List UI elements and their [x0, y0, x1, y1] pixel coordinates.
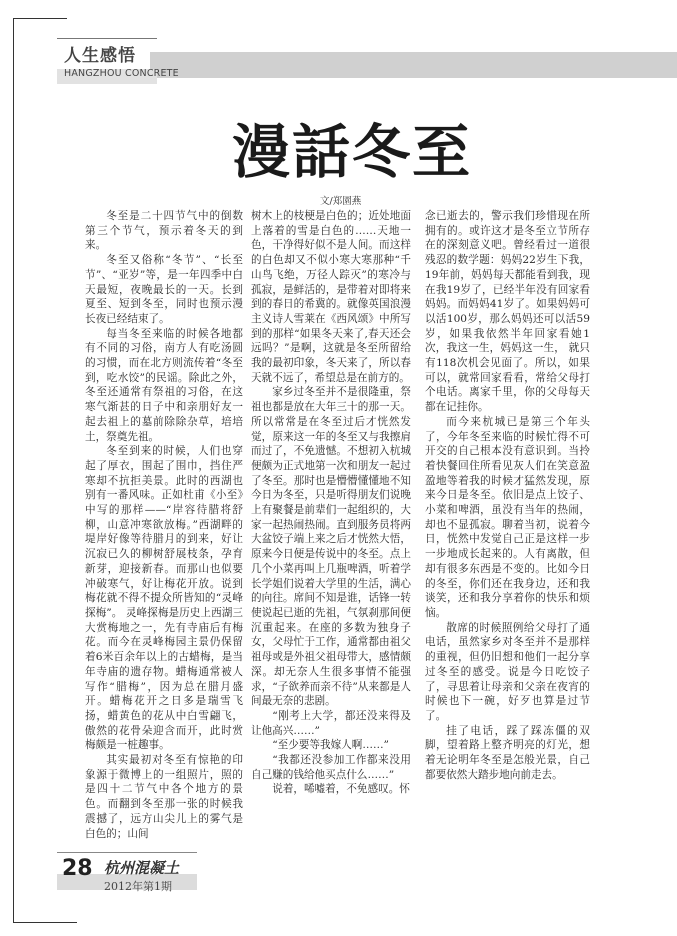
article-column-2 [251, 209, 411, 797]
section-label: 人生感悟 [64, 46, 136, 66]
paragraph: 冬至是二十四节气中的倒数第三个节气，预示着冬天的到来。 [85, 210, 243, 252]
paragraph: 冬至到来的时候，人们也穿起了厚衣，围起了围巾，挡住严寒却不抗拒美景。此时的西湖也别有一番风味。正如杜甫《小至》中写的那样——“岸容待腊将舒柳，山意冲寒欲放梅。”西湖畔的堤岸好像等待腊月的到来，好让沉寂已久的柳树舒展枝条，孕育新芽，迎接新春。而那山也似要冲破寒气，好让梅花开放。说到梅花就不得不提众所皆知的“灵峰探梅”。 灵峰探梅是历史上西湖三大赏梅地之一，先有寺庙后有梅花。而今在灵峰梅园主景仍保留着6米百余年以上的古蜡梅，是当年寺庙的遗存物。蜡梅通常被人写作“腊梅”，因为总在腊月盛开。蜡梅花开之日多是瑞雪飞扬，蜡黄色的花从中白雪翩飞，傲然的花骨朵迎含而开，此时赏梅颇是一桩趣事。 [85, 445, 243, 752]
article-column-1 [85, 209, 243, 841]
paragraph: 说着，唏嘘着，不免感叹。怀 [272, 783, 410, 796]
article-column-3 [425, 209, 590, 782]
paragraph: 而今来杭城已是第三个年头了，今年冬至来临的时候忙得不可开交的自己根本没有意识到。当拎着快餐回住所看见灰人们在笑意盈盈地等着我的时候才猛然发现，原来今日是冬至。依旧是点上饺子、小菜和啤酒，虽没有当年的热闹，却也不显孤寂。聊着当初，说着今日，恍然中发觉自己正是这样一步一步地成长起来的。人有离散，但却有很多东西是不变的。比如今日的冬至，你们还在我身边，还和我谈笑，还和我分享着你的快乐和烦恼。 [425, 415, 590, 619]
page-number: 28 [62, 856, 93, 881]
section-subtitle: HANGZHOU CONCRETE [64, 68, 179, 79]
paragraph: 家乡过冬至并不是很隆重，祭祖也都是放在大年三十的那一天。所以常常是在冬至过后才恍然发觉，原来这一年的冬至又与我擦肩而过了，不免遗憾。不想初入杭城便颇为正式地第一次和朋友一起过了冬至。那时也是懵懵懂懂地不知今日为冬至，只是听得朋友们说晚上有聚餐是前辈们一起组织的，大家一起热闹热闹。直到服务员将两大盆饺子端上来之后才恍然大悟，原来今日便是传说中的冬至。点上几个小菜再叫上几瓶啤酒，听着学长学姐们说着大学里的生活，满心的向往。席间不知是谁，话锋一转使说起已逝的先祖，气氛刹那间便沉重起来。在座的多数为独身子女，父母忙于工作，通常都由祖父祖母或是外祖父祖母带大，感情颇深。却无奈人生很多事情不能强求，“子欲养而亲不待”从来都是人间最无奈的悲剧。 [251, 386, 411, 708]
paragraph: “至少要等我嫁人啊……” [272, 739, 389, 752]
paragraph: “我都还没参加工作都来没用自己赚的钱给他买点什么……” [251, 754, 411, 781]
article-author: 文/郑園燕 [320, 196, 362, 207]
page-frame-left [13, 18, 14, 923]
paragraph: 冬至又俗称“冬节”、“长至节”、“亚岁”等，是一年四季中白天最短，夜晚最长的一天。长到夏至、短到冬至，同时也预示漫长夜已经结束了。 [85, 254, 243, 325]
magazine-name: 杭州混凝土 [104, 859, 180, 877]
paragraph: 每当冬至来临的时候各地都有不同的习俗，南方人有吃汤圆的习惯，而在北方则流传着“冬至到，吃水饺”的民谣。除此之外，冬至还通常有祭祖的习俗，在这寒气渐甚的日子中和亲朋好友一起去祖上的墓前除除杂草，培培土，祭奠先祖。 [85, 327, 243, 443]
header-grey-bar [150, 52, 677, 78]
page-frame-top [13, 18, 67, 19]
paragraph: 树木上的枝梗是白色的；近处地面上落着的雪是白色的……天地一色，干净得好似不是人间。而这样的白色却又不似小寒大寒那种“千山鸟飞绝，万径人踪灭”的寒冷与孤寂，是鲜活的，是带着对即将来到的春日的希冀的。就像英国浪漫主义诗人雪莱在《西风颂》中所写到的那样“如果冬天来了,春天还会远吗？”是啊，这就是冬至所留给我的最初印象，冬天来了，所以春天就不远了，希望总是在前方的。 [251, 210, 411, 384]
paragraph: 挂了电话，踩了踩冻僵的双脚，望着路上整齐明亮的灯光，想着无论明年冬至是怎般光景，自己都要依然大踏步地向前走去。 [425, 724, 590, 781]
article-title: 漫話冬至 [231, 118, 472, 186]
page-frame-bottom [13, 922, 77, 923]
paragraph: 其实最初对冬至有惊艳的印象源于微博上的一组照片，照的是四十二节气中各个地方的景色。而翻到冬至那一张的时候我震撼了，远方山尖儿上的雾气是白色的；山间 [85, 754, 243, 840]
paragraph: 散席的时候照例给父母打了通电话，虽然家乡对冬至并不是那样的重视，但仍旧想和他们一起分享过冬至的感受。说是今日吃饺子了，寻思着让母亲和父亲在夜宵的时候也下一碗，好歹也算是过节了。 [425, 621, 590, 722]
paragraph: 念已逝去的，警示我们珍惜现在所拥有的。或许这才是冬至立节所存在的深刻意义吧。曾经看过一道很残忍的数学题：妈妈22岁生下我，19年前，妈妈每天都能看到我，现在我19岁了，已经半年没有回家看妈妈。而妈妈41岁了。如果妈妈可以活100岁，那么妈妈还可以活59岁，如果我依然半年回家看她1次，我这一生，妈妈这一生， 就只有118次机会见面了。所以，如果可以，就常回家看看，常给父母打个电话。离家千里，你的父母每天都在记挂你。 [425, 210, 590, 414]
footer-divider [57, 852, 197, 853]
issue-label: 2012年第1期 [104, 880, 172, 893]
paragraph: “刚考上大学，都还没来得及让他高兴……” [251, 709, 411, 737]
